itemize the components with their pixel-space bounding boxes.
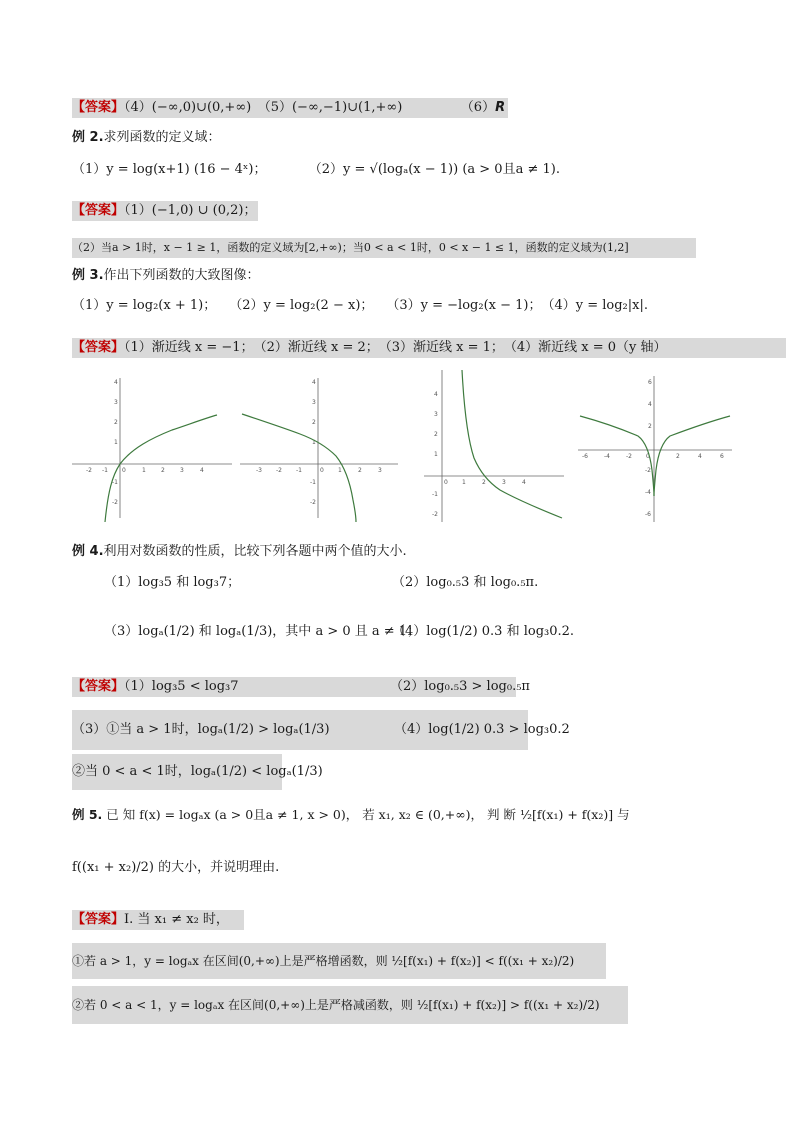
x-tick: 3 — [180, 467, 184, 474]
y-tick: 1 — [434, 451, 438, 458]
answer-1-line — [72, 98, 508, 118]
y-tick: 4 — [114, 379, 118, 386]
answer-4-row-2 — [72, 710, 570, 750]
example-2-title: 例 2. — [72, 130, 104, 145]
answer-3-line — [72, 338, 786, 358]
y-tick: -1 — [112, 479, 118, 486]
example-3-header — [72, 266, 260, 286]
example-4-q3-text: （3）logₐ(1/2) 和 logₐ(1/3)，其中 a > 0 且 a ≠ 1； — [104, 624, 421, 639]
y-tick: 4 — [434, 391, 438, 398]
graph-1-svg — [72, 372, 232, 522]
x-tick: 6 — [720, 453, 724, 460]
answer-4-4: （4）log(1/2) 0.3 > log₃0.2 — [394, 722, 570, 737]
graph-1 — [72, 372, 232, 522]
x-tick: -3 — [256, 467, 262, 474]
example-5-line-2-text: f((x₁ + x₂)/2) 的大小，并说明理由. — [72, 860, 280, 875]
y-tick: 2 — [434, 431, 438, 438]
example-4-header — [72, 542, 407, 562]
example-3-questions — [72, 296, 648, 316]
example-4-q3 — [104, 622, 420, 642]
y-tick: 1 — [114, 439, 118, 446]
example-3-desc: 作出下列函数的大致图像： — [103, 268, 260, 283]
y-tick: -2 — [112, 499, 118, 506]
x-tick: 1 — [338, 467, 342, 474]
y-tick: 2 — [114, 419, 118, 426]
answer-5-l2: ①若 a > 1，y = logₐx 在区间(0,+∞)上是严格增函数，则 ½[f(x₁) + f(x₂)] < f((x₁ + x₂)/2) — [72, 954, 575, 968]
answer-4-1: （1）log₃5 < log₃7 — [124, 679, 239, 694]
graph-3 — [424, 368, 569, 526]
y-tick: 2 — [312, 419, 316, 426]
example-4-desc: 利用对数函数的性质，比较下列各题中两个值的大小. — [103, 544, 407, 559]
answer-label: 【答案】 — [72, 340, 125, 355]
answer-5-line-2 — [72, 943, 606, 979]
x-tick: -1 — [102, 467, 108, 474]
x-tick: 0 — [444, 479, 448, 486]
answer-2-line-2 — [72, 238, 696, 258]
x-tick: 4 — [522, 479, 526, 486]
graph-4-svg — [578, 374, 734, 524]
example-3-qs: （1）y = log₂(x + 1)； （2）y = log₂(2 − x)； （3）y = −log₂(x − 1)； （4）y = log₂|x|. — [72, 298, 648, 313]
x-tick: 0 — [122, 467, 126, 474]
x-tick: 2 — [358, 467, 362, 474]
x-tick: 4 — [200, 467, 204, 474]
x-tick: -1 — [296, 467, 302, 474]
y-tick: -6 — [645, 511, 651, 518]
x-tick: -6 — [582, 453, 588, 460]
y-tick: -2 — [645, 467, 651, 474]
answer-4-2: （2）log₀.₅3 > log₀.₅π — [390, 679, 530, 694]
example-2-q1: （1）y = log(x+1) (16 − 4ˣ)； — [72, 162, 267, 177]
y-tick: 1 — [312, 439, 316, 446]
y-tick: 3 — [312, 399, 316, 406]
answer-1-R: R — [495, 100, 506, 115]
y-tick: -2 — [310, 499, 316, 506]
x-tick: -2 — [626, 453, 632, 460]
answer-2-line-2-text: （2）当a > 1时，x − 1 ≥ 1，函数的定义域为[2,+∞)；当0 < a < 1时，0 < x − 1 ≤ 1，函数的定义域为(1,2] — [72, 241, 629, 254]
y-tick: 3 — [434, 411, 438, 418]
example-4-title: 例 4. — [72, 544, 104, 559]
x-tick: 2 — [676, 453, 680, 460]
x-tick: 0 — [320, 467, 324, 474]
answer-label: 【答案】 — [72, 679, 125, 694]
answer-4-3: （3）①当 a > 1时，logₐ(1/2) > logₐ(1/3) — [72, 722, 330, 737]
answer-2-line-1 — [72, 201, 258, 221]
answer-5-line-3 — [72, 986, 628, 1024]
example-2-desc: 求列函数的定义域： — [103, 130, 221, 145]
x-tick: 3 — [378, 467, 382, 474]
y-tick: -2 — [432, 511, 438, 518]
example-2-questions — [72, 160, 560, 180]
graph-3-svg — [424, 368, 569, 526]
y-tick: -1 — [432, 491, 438, 498]
y-tick: 6 — [648, 379, 652, 386]
answer-label: 【答案】 — [72, 912, 125, 927]
example-3-title: 例 3. — [72, 268, 104, 283]
x-tick: 3 — [502, 479, 506, 486]
example-2-q2: （2）y = √(logₐ(x − 1)) (a > 0且a ≠ 1). — [308, 162, 560, 177]
x-tick: -4 — [604, 453, 610, 460]
curve-left — [580, 416, 654, 496]
x-tick: -2 — [86, 467, 92, 474]
answer-4-row-1 — [72, 677, 530, 697]
y-tick: 4 — [648, 401, 652, 408]
graph-2 — [240, 372, 400, 522]
graph-4 — [578, 374, 734, 524]
x-tick: 4 — [698, 453, 702, 460]
example-4-q4 — [392, 622, 574, 642]
y-tick: 2 — [648, 423, 652, 430]
answer-3-text: （1）渐近线 x = −1； （2）渐近线 x = 2； （3）渐近线 x = 1； （4）渐近线 x = 0（y 轴） — [124, 340, 667, 355]
answer-4-5: ②当 0 < a < 1时，logₐ(1/2) < logₐ(1/3) — [72, 764, 323, 779]
answer-2-line-1-text: （1）(−1,0) ∪ (0,2)； — [124, 203, 257, 218]
answer-5-l1: Ⅰ. 当 x₁ ≠ x₂ 时， — [124, 912, 229, 927]
answer-4-row-3 — [72, 754, 323, 790]
curve — [462, 370, 562, 518]
answer-label: 【答案】 — [72, 203, 125, 218]
example-5-line-2 — [72, 858, 279, 878]
answer-5-line-1 — [72, 910, 244, 930]
x-tick: -2 — [276, 467, 282, 474]
y-tick: 4 — [312, 379, 316, 386]
example-4-q1 — [104, 573, 240, 593]
example-4-q4-text: （4）log(1/2) 0.3 和 log₃0.2. — [392, 624, 575, 639]
example-4-q1-text: （1）log₃5 和 log₃7； — [104, 575, 241, 590]
example-5-line-1-text: 已 知 f(x) = logₐx (a > 0且a ≠ 1, x > 0)， 若 x₁, x₂ ∈ (0,+∞)， 判 断 ½[f(x₁) + f(x₂)] 与 — [106, 807, 630, 822]
answer-1-text: （4）(−∞,0)∪(0,+∞) （5）(−∞,−1)∪(1,+∞) （6） — [124, 100, 496, 115]
y-tick: 3 — [114, 399, 118, 406]
y-tick: -4 — [645, 489, 651, 496]
x-tick: 2 — [482, 479, 486, 486]
example-4-q2 — [392, 573, 538, 593]
example-5-line-1 — [72, 805, 630, 825]
curve-right — [654, 416, 730, 496]
x-tick: 1 — [142, 467, 146, 474]
x-tick: 0 — [646, 453, 650, 460]
x-tick: 2 — [161, 467, 165, 474]
example-2-header — [72, 128, 221, 148]
example-4-q2-text: （2）log₀.₅3 和 log₀.₅π. — [392, 575, 539, 590]
answer-5-l3: ②若 0 < a < 1，y = logₐx 在区间(0,+∞)上是严格减函数，则 ½[f(x₁) + f(x₂)] > f((x₁ + x₂)/2) — [72, 998, 600, 1012]
graph-2-svg — [240, 372, 400, 522]
x-tick: 1 — [462, 479, 466, 486]
y-tick: -1 — [310, 479, 316, 486]
example-5-title: 例 5. — [72, 807, 103, 822]
answer-label: 【答案】 — [72, 100, 125, 115]
